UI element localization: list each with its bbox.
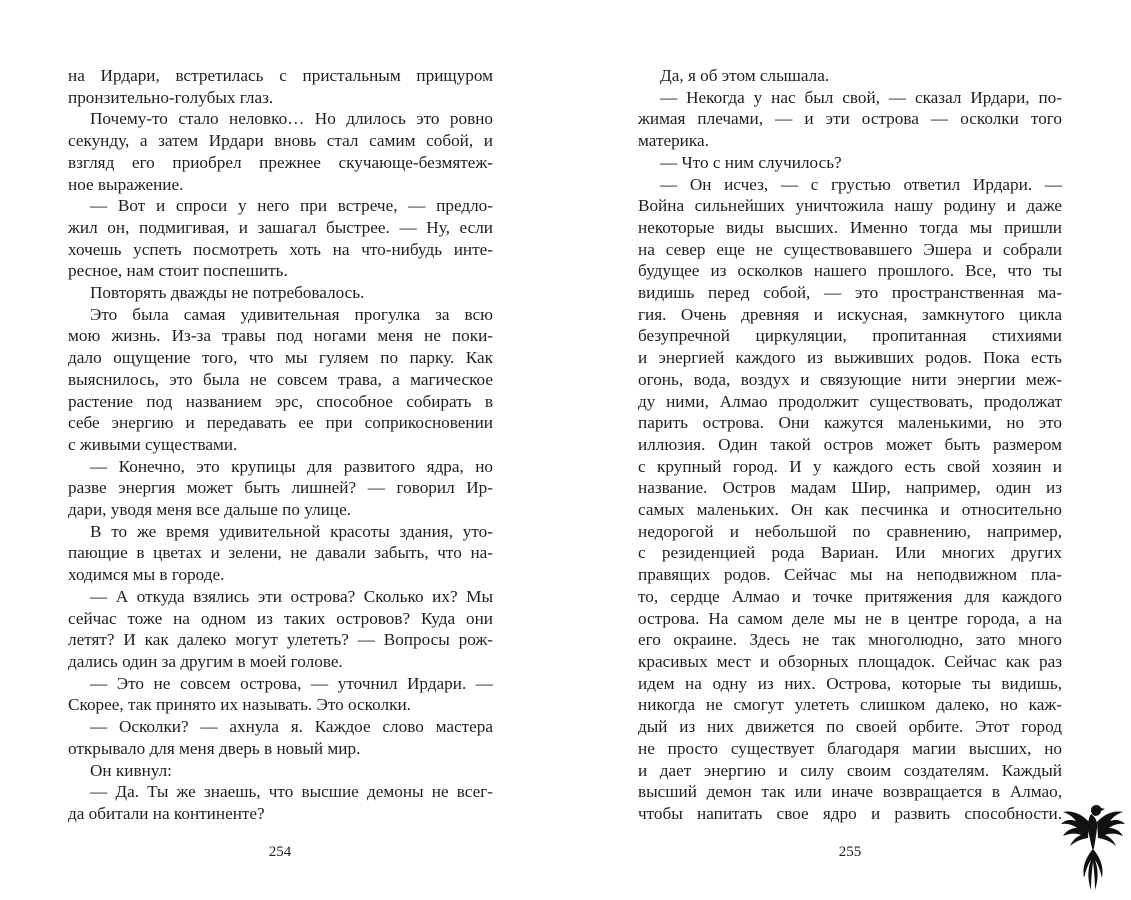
text-line: Почему-то стало неловко… Но длилось это ровно xyxy=(90,109,493,129)
text-line: пронзительно-голубых глаз. xyxy=(68,87,274,107)
text-line: чтобы напитать свое ядро и развить способности. xyxy=(638,803,1062,823)
text-line: себе энергию и передавать ее при соприкосновении xyxy=(68,413,493,433)
text-line: В то же время удивительной красоты здания, уто- xyxy=(90,521,493,541)
text-line: Это была самая удивительная прогулка за всю xyxy=(90,304,493,324)
text-line: с живыми существами. xyxy=(68,434,238,454)
text-line: жил он, подмигивая, и зашагал быстрее. — Ну, если xyxy=(68,217,493,237)
text-line: ходимся мы в городе. xyxy=(68,565,225,585)
text-line: дало ощущение того, что мы гуляем по парку. Как xyxy=(68,348,493,368)
text-line: Скорее, так принято их называть. Это осколки. xyxy=(68,695,411,715)
text-line: Повторять дважды не потребовалось. xyxy=(90,283,365,303)
right-page-number: 255 xyxy=(838,844,862,860)
text-line: никогда не смогут улететь слишком далеко, но каж- xyxy=(638,695,1062,715)
text-line: выяснилось, это была не совсем трава, а магическое xyxy=(68,369,493,389)
text-line: с резиденцией рода Вариан. Или многих других xyxy=(638,543,1062,563)
text-line: с крупный город. И у каждого есть свой хозяин и xyxy=(638,456,1062,476)
text-line: высший демон так или иначе возвращается в Алмао, xyxy=(638,782,1062,802)
text-line: дались один за другим в моей голове. xyxy=(68,651,343,671)
text-line: идем на одну из них. Острова, которые ты видишь, xyxy=(638,673,1062,693)
text-line: правящих родов. Сейчас мы на неподвижном пла- xyxy=(638,565,1062,585)
right-page-text xyxy=(638,65,1062,825)
text-line: да обитали на континенте? xyxy=(68,803,265,823)
text-line: будущее из осколков нашего прошлого. Все, что ты xyxy=(638,261,1062,281)
text-line: материка. xyxy=(638,131,709,151)
text-line: иллюзия. Один такой остров может быть размером xyxy=(638,434,1062,454)
left-page xyxy=(0,0,560,900)
text-line: видишь перед собой, — это пространственная ма- xyxy=(638,283,1062,303)
text-line: — Это не совсем острова, — уточнил Ирдари. — xyxy=(90,673,493,693)
text-line: — Конечно, это крупицы для развитого ядра, но xyxy=(90,456,493,476)
text-line: хочешь успеть посмотреть хоть на что-нибудь инте- xyxy=(68,239,493,259)
text-line: сейчас тоже на одном из таких островов? Куда они xyxy=(68,608,493,628)
text-line: недорогой и небольшой по сравнению, например, xyxy=(638,521,1062,541)
text-line: то, сердце Алмао и точке притяжения для каждого xyxy=(638,586,1062,606)
text-line: — Он исчез, — с грустью ответил Ирдари. — xyxy=(660,174,1062,194)
left-page-number: 254 xyxy=(268,844,292,860)
text-line: огонь, вода, воздух и связующие нити энергии меж- xyxy=(638,369,1062,389)
text-line: острова. На самом деле мы не в центре города, а на xyxy=(638,608,1062,628)
left-page-text xyxy=(68,65,493,825)
text-line: ду ними, Алмао продолжит существовать, продолжат xyxy=(638,391,1062,411)
text-line: пающие в цветах и зелени, не давали забыть, что на- xyxy=(68,543,493,563)
text-line: название. Остров мадам Шир, например, один из xyxy=(638,478,1062,498)
text-line: Да, я об этом слышала. xyxy=(660,66,830,85)
text-line: — Что с ним случилось? xyxy=(660,152,842,172)
text-line: открывало для меня дверь в новый мир. xyxy=(68,738,361,758)
text-line: летят? И как далеко могут улететь? — Вопросы рож- xyxy=(68,630,493,650)
text-line: жимая плечами, — и эти острова — осколки того xyxy=(638,109,1062,129)
text-line: некоторые виды высших. Именно тогда мы пришли xyxy=(638,217,1062,237)
text-line: красивых мест и обзорных площадок. Сейчас как раз xyxy=(638,651,1062,671)
text-line: самых маленьких. Он как песчинка и относительно xyxy=(638,500,1062,520)
text-line: Он кивнул: xyxy=(90,760,172,780)
text-line: и дает энергию и силу своим создателям. Каждый xyxy=(638,760,1062,780)
text-line: ное выражение. xyxy=(68,174,184,194)
text-line: растение под названием эрс, способное собирать в xyxy=(68,391,493,411)
text-line: не просто существует благодаря магии высших, но xyxy=(638,738,1062,758)
text-line: на Ирдари, встретилась с пристальным прищуром xyxy=(68,66,493,85)
text-line: на север еще не существовавшего Эшера и собрали xyxy=(638,239,1062,259)
right-page xyxy=(560,0,1131,900)
text-line: ресное, нам стоит поспешить. xyxy=(68,261,288,281)
text-line: — А откуда взялись эти острова? Сколько их? Мы xyxy=(90,586,493,606)
text-line: безупречной циркуляции, пропитанная стихиями xyxy=(638,326,1062,346)
text-line: дый из них движется по своей орбите. Этот город xyxy=(638,717,1062,737)
text-line: гия. Очень древняя и искусная, замкнутого цикла xyxy=(638,304,1062,324)
text-line: разве энергия может быть лишней? — говорил Ир- xyxy=(68,478,493,498)
text-line: дари, уводя меня все дальше по улице. xyxy=(68,500,352,520)
text-line: — Да. Ты же знаешь, что высшие демоны не всег- xyxy=(90,782,493,802)
text-line: — Вот и спроси у него при встрече, — предло- xyxy=(90,196,493,216)
text-line: и энергией каждого из выживших родов. Пока есть xyxy=(638,348,1062,368)
text-line: парить острова. Они кажутся маленькими, но это xyxy=(638,413,1062,433)
text-line: мою жизнь. Из-за травы под ногами меня не поки- xyxy=(68,326,493,346)
text-line: — Осколки? — ахнула я. Каждое слово мастера xyxy=(90,717,493,737)
text-line: взгляд его приобрел прежнее скучающе-безмятеж- xyxy=(68,152,493,172)
text-line: Война сильнейших уничтожила нашу родину и даже xyxy=(638,196,1062,216)
text-line: секунду, а затем Ирдари вновь стал самим собой, и xyxy=(68,131,493,151)
text-line: — Некогда у нас был свой, — сказал Ирдари, по- xyxy=(660,87,1062,107)
phoenix-icon xyxy=(1060,800,1126,892)
text-line: его окраине. Здесь не так многолюдно, зато много xyxy=(638,630,1062,650)
